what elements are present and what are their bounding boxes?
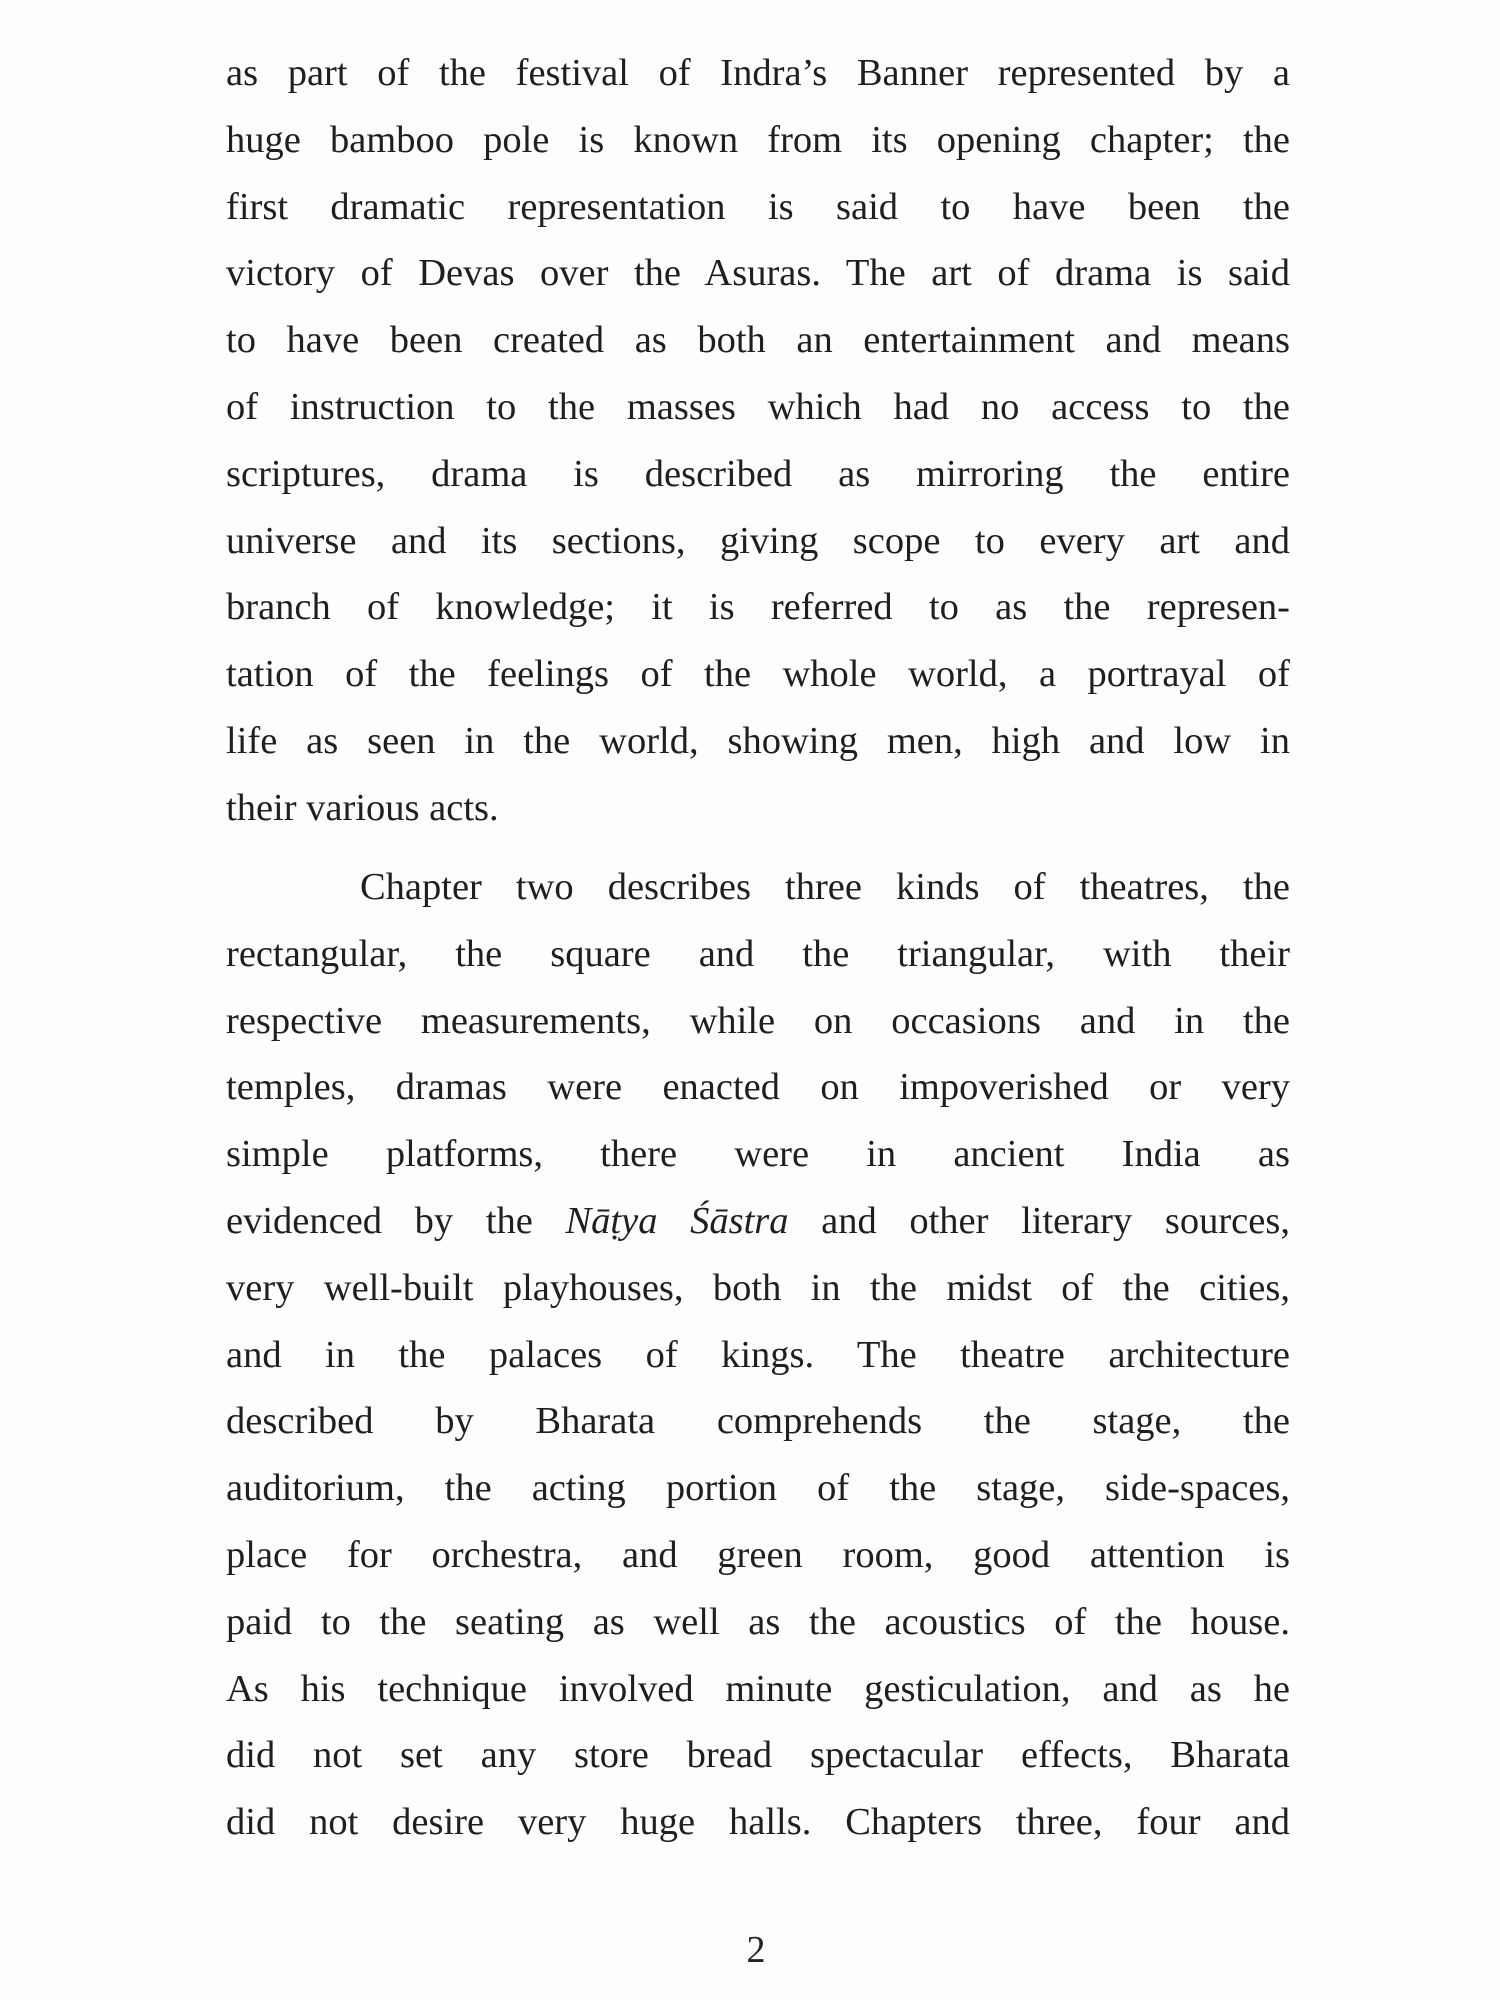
text-line: did not desire very huge halls. Chapters three, four and [226,1801,1290,1844]
text-line: auditorium, the acting portion of the stage, side-spaces, [226,1467,1290,1510]
text-line: first dramatic representation is said to have been the [226,185,1290,228]
text-line [226,1188,1290,1255]
text-segment: and other literary sources, [788,1199,1290,1242]
text-line: life as seen in the world, showing men, high and low in [226,719,1290,762]
text-line: described by Bharata comprehends the stage, the [226,1400,1290,1443]
text-line [226,854,1290,921]
text-line: paid to the seating as well as the acoustics of the house. [226,1600,1290,1643]
text-line: rectangular, the square and the triangular, with their [226,932,1290,975]
paragraph-2 [226,854,1290,1856]
book-title-italic: Nāṭya Śāstra [565,1199,789,1242]
text-line: to have been created as both an entertainment and means [226,319,1290,362]
text-line: of instruction to the masses which had no access to the [226,385,1290,428]
text-line: universe and its sections, giving scope to every art and [226,519,1290,562]
text-line: victory of Devas over the Asuras. The art of drama is said [226,252,1290,295]
text-line: did not set any store bread spectacular effects, Bharata [226,1734,1290,1777]
text-line: tation of the feelings of the whole world, a portrayal of [226,653,1290,696]
text-line: scriptures, drama is described as mirroring the entire [226,452,1290,495]
text-line: their various acts. [226,786,499,829]
text-line: simple platforms, there were in ancient India as [226,1133,1290,1176]
text-line: As his technique involved minute gesticulation, and as he [226,1667,1290,1710]
text-line: and in the palaces of kings. The theatre architecture [226,1333,1290,1376]
text-line: respective measurements, while on occasions and in the [226,999,1290,1042]
text-line: place for orchestra, and green room, good attention is [226,1533,1290,1576]
text-line: branch of knowledge; it is referred to as the represen- [226,586,1290,629]
text-line: very well-built playhouses, both in the midst of the cities, [226,1266,1290,1309]
page-number: 2 [746,1929,766,1971]
text-line-content: Chapter two describes three kinds of theatres, the [360,866,1290,908]
text-segment: evidenced by the [226,1199,566,1242]
text-line: huge bamboo pole is known from its opening chapter; the [226,118,1290,161]
paragraph-1 [226,40,1290,842]
text-line: as part of the festival of Indra’s Banner represented by a [226,52,1290,94]
text-line: temples, dramas were enacted on impoverished or very [226,1066,1290,1109]
